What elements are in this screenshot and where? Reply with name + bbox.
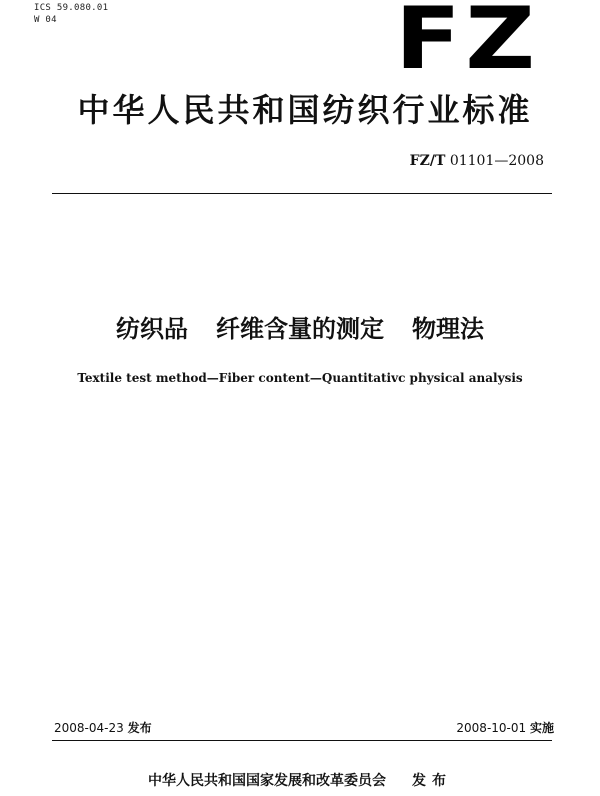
issue-date: 2008-04-23 [54, 721, 124, 735]
ics-block [34, 2, 108, 26]
issuer-name: 中华人民共和国国家发展和改革委员会 [148, 773, 386, 789]
issue-label: 发布 [127, 721, 152, 735]
title-part-3: 物理法 [412, 315, 484, 343]
issue-date-block [54, 720, 152, 736]
effective-date: 2008-10-01 [456, 721, 527, 735]
fz-logo: FZ [395, 0, 540, 89]
title-part-2: 纤维含量的测定 [216, 315, 384, 343]
issuer-action: 发布 [412, 773, 452, 789]
standard-code [410, 152, 544, 170]
effective-label: 实施 [529, 721, 554, 735]
standard-code-prefix: FZ/T [409, 153, 446, 169]
standard-name: 中华人民共和国纺织行业标准 [77, 91, 533, 129]
top-divider [52, 193, 552, 194]
effective-date-block [456, 720, 554, 736]
category-code: W 04 [34, 15, 57, 25]
document-title-en: Textile test method—Fiber content—Quantitativc physical analysis [77, 371, 523, 385]
ics-code: ICS 59.080.01 [34, 3, 109, 13]
standard-code-number: 01101—2008 [449, 153, 544, 169]
bottom-divider [52, 740, 552, 741]
title-part-1: 纺织品 [116, 315, 188, 343]
issuer-line [0, 772, 600, 790]
document-title-cn [0, 311, 600, 347]
